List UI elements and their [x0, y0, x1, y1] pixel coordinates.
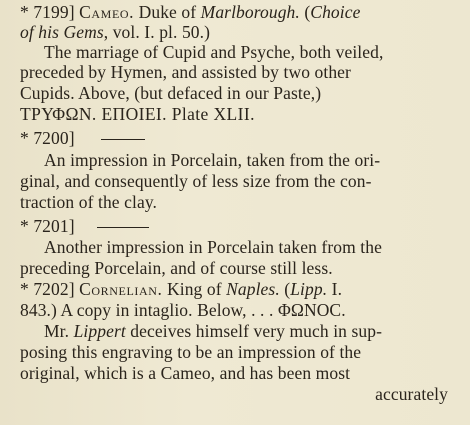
person-name: Lippert — [73, 321, 126, 341]
entry-7200-text-line: ginal, and consequently of less size from the con- — [20, 171, 372, 191]
item-type: Cameo. — [79, 2, 135, 22]
owner-name: Marlborough. — [200, 2, 300, 22]
entry-7200-text-line: traction of the clay. — [20, 192, 158, 212]
entry-7201-text-line: preceding Porcelain, and of course still less. — [20, 258, 333, 278]
entry-7200-heading — [20, 128, 145, 148]
entry-number: * 7200] — [20, 128, 75, 148]
entry-7199-inscription: ΤΡΥΦΩΝ. ΕΠΟΙΕΙ. Plate XLII. — [20, 104, 255, 124]
entry-7202-text-line: original, which is a Cameo, and has been most — [20, 363, 351, 383]
entry-7201-text-line: Another impression in Porcelain taken from the — [44, 237, 382, 257]
entry-7199-heading: * 7199] Cameo. Duke of Marlborough. (Choice — [20, 2, 361, 22]
entry-7202-text-line: Mr. Lippert deceives himself very much in sup- — [44, 321, 383, 341]
entry-number: * 7201] — [20, 216, 75, 236]
entry-7202-catchword: accurately — [375, 384, 448, 404]
dash-rule — [97, 227, 149, 228]
entry-7200-text-line: An impression in Porcelain, taken from the ori- — [44, 150, 381, 170]
entry-7201-heading — [20, 216, 149, 236]
place-name: Naples. — [226, 279, 280, 299]
entry-number: * 7199] — [20, 2, 75, 22]
entry-7199-text-line: The marriage of Cupid and Psyche, both veiled, — [44, 42, 384, 62]
entry-7199-reference: of his Gems, vol. I. pl. 50.) — [20, 22, 211, 42]
dash-rule — [101, 139, 145, 140]
item-type: Cornelian. — [79, 279, 163, 299]
entry-7199-text-line: Cupids. Above, (but defaced in our Paste,) — [20, 83, 322, 103]
entry-7199-text-line: preceded by Hymen, and assisted by two other — [20, 62, 351, 82]
entry-7202-heading: * 7202] Cornelian. King of Naples. (Lipp. I. — [20, 279, 343, 299]
entry-7202-text-line: posing this engraving to be an impression of the — [20, 342, 362, 362]
entry-7202-text-line: 843.) A copy in intaglio. Below, . . . ΦΩΝΟC. — [20, 300, 346, 320]
entry-number: * 7202] — [20, 279, 75, 299]
